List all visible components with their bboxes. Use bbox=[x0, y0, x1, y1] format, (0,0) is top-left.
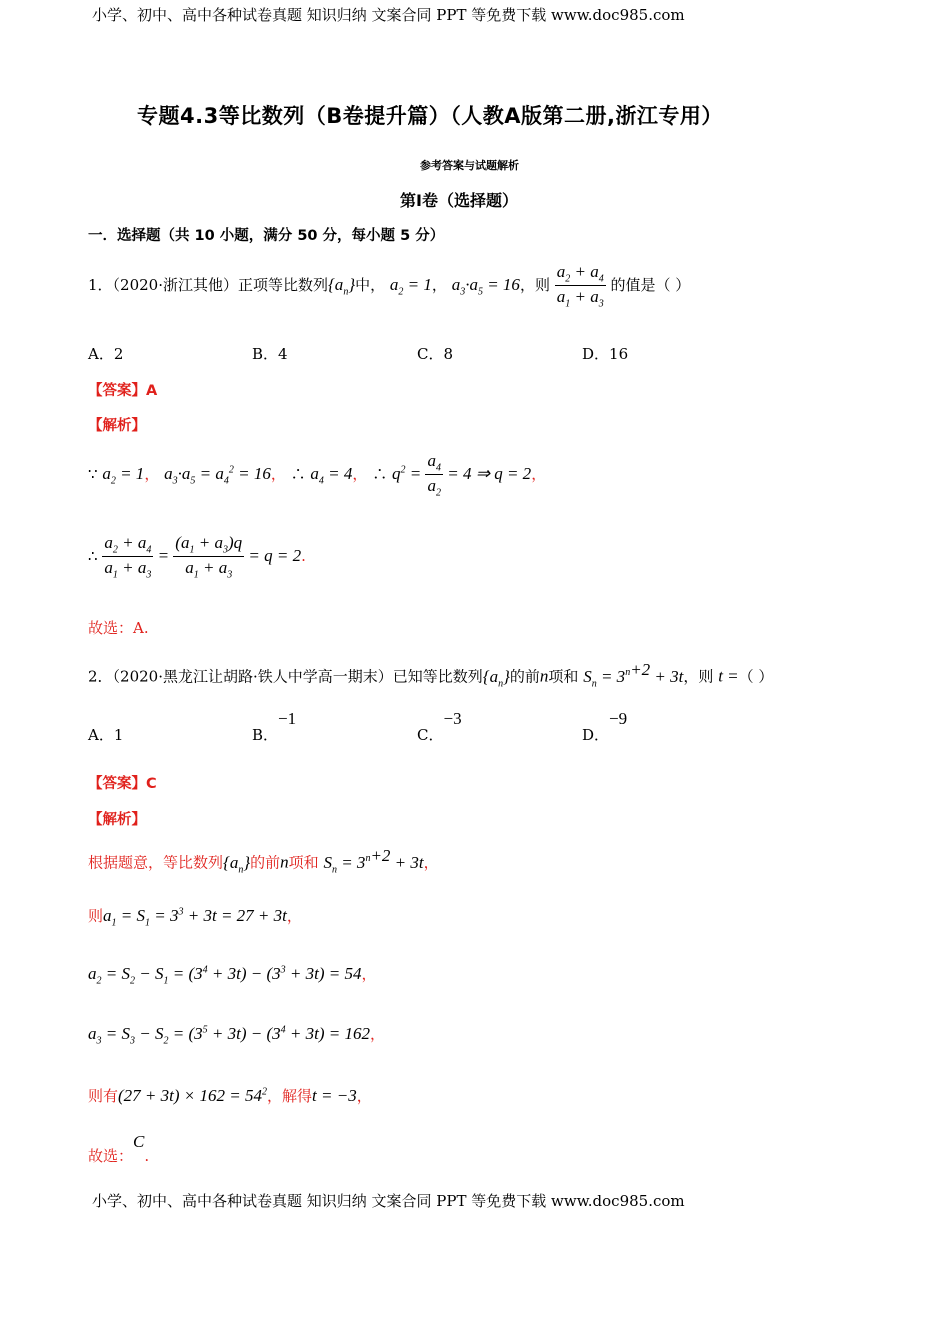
q2-solution-line4: $a_3 = S_3 - S_2 = (3^5 + 3t) - (3^4 + 3t) = 162$， bbox=[88, 1024, 385, 1047]
q1-option-b: B．4 bbox=[252, 345, 288, 363]
q1-option-d: D．16 bbox=[582, 345, 629, 363]
q2-solution-line2: 则$a_1 = S_1 = 3^3 + 3t = 27 + 3t$， bbox=[88, 906, 302, 929]
q2-option-b-value: −1 bbox=[278, 709, 297, 728]
q1-solution-line1: ∵ $a_2 = 1$， $a_3\cdot a_5 = a_4^2 = 16$， ∴ $a_4 = 4$， ∴ $q^2$ = $\frac{a_4}{a_2}$ = 4 ⇒ q = 2， bbox=[88, 451, 547, 499]
q2-solution-line3: $a_2 = S_2 - S_1 = (3^4 + 3t) - (3^3 + 3t) = 54$， bbox=[88, 964, 377, 987]
q1-lead: 1．（2020·浙江其他）正项等比数列 bbox=[88, 275, 328, 294]
q2-option-c-value: −3 bbox=[443, 709, 462, 728]
q1-solution-line2: ∴ $\frac{a_2 + a_4}{a_1 + a_3}$ = $\frac{(a_1 + a_3)q}{a_1 + a_3}$ = q = 2. bbox=[88, 533, 306, 581]
q2-option-b: B．−1 bbox=[252, 709, 297, 744]
q2-solution-line5: 则有$(27 + 3t) \times 162 = 54^2$，解得t = −3， bbox=[88, 1086, 372, 1105]
page-title: 专题4.3等比数列（B卷提升篇）（人教A版第二册,浙江专用） bbox=[137, 104, 723, 128]
q1-cond2-math: $a_3\cdot a_5 = 16$ bbox=[451, 274, 520, 298]
q1-cond1-math: $a_2 = 1$ bbox=[389, 274, 432, 298]
page-footer: 小学、初中、高中各种试卷真题 知识归纳 文案合同 PPT 等免费下载 www.doc985.com bbox=[92, 1192, 685, 1210]
q2-choose: 故选：C. bbox=[88, 1132, 150, 1165]
q1-option-c: C．8 bbox=[417, 345, 454, 363]
q2-option-a: A．1 bbox=[88, 726, 124, 744]
q2-option-d: D．−9 bbox=[582, 709, 628, 744]
q2-option-c: C．−3 bbox=[417, 709, 462, 744]
page-header: 小学、初中、高中各种试卷真题 知识归纳 文案合同 PPT 等免费下载 www.doc985.com bbox=[92, 6, 685, 24]
q1-fraction-math: $\frac{a_2 + a_4}{a_1 + a_3}$ bbox=[556, 262, 604, 310]
q2-option-d-value: −9 bbox=[609, 709, 628, 728]
q2-answer: 【答案】C bbox=[88, 776, 157, 792]
q1-choose: 故选：A. bbox=[88, 619, 149, 637]
q1-analysis-label: 【解析】 bbox=[88, 418, 146, 434]
q2-stem: 2．（2020·黑龙江让胡路·铁人中学高一期末）已知等比数列$\{a_n\}$的前n项和 $S_n = 3^{n+2} + 3t$，则 t =（ ） bbox=[88, 660, 774, 690]
q1-seq-math: $\{a_n\}$ bbox=[328, 274, 356, 298]
q1-option-a: A．2 bbox=[88, 345, 124, 363]
q1-stem: 1．（2020·浙江其他）正项等比数列$\{a_n\}$中， $a_2 = 1$， $a_3\cdot a_5 = 16$，则 $\frac{a_2 + a_4}{a_1 + a_3}$ 的值是（ ） bbox=[88, 262, 691, 310]
section-heading: 一．选择题（共 10 小题，满分 50 分，每小题 5 分） bbox=[88, 228, 445, 244]
volume-heading: 第Ⅰ卷（选择题） bbox=[400, 191, 518, 210]
page-subtitle: 参考答案与试题解析 bbox=[420, 159, 519, 172]
q2-solution-line1: 根据题意，等比数列$\{a_n\}$的前n项和 $S_n = 3^{n+2} + 3t$， bbox=[88, 846, 439, 876]
q1-answer: 【答案】A bbox=[88, 383, 158, 399]
q2-analysis-label: 【解析】 bbox=[88, 812, 146, 828]
